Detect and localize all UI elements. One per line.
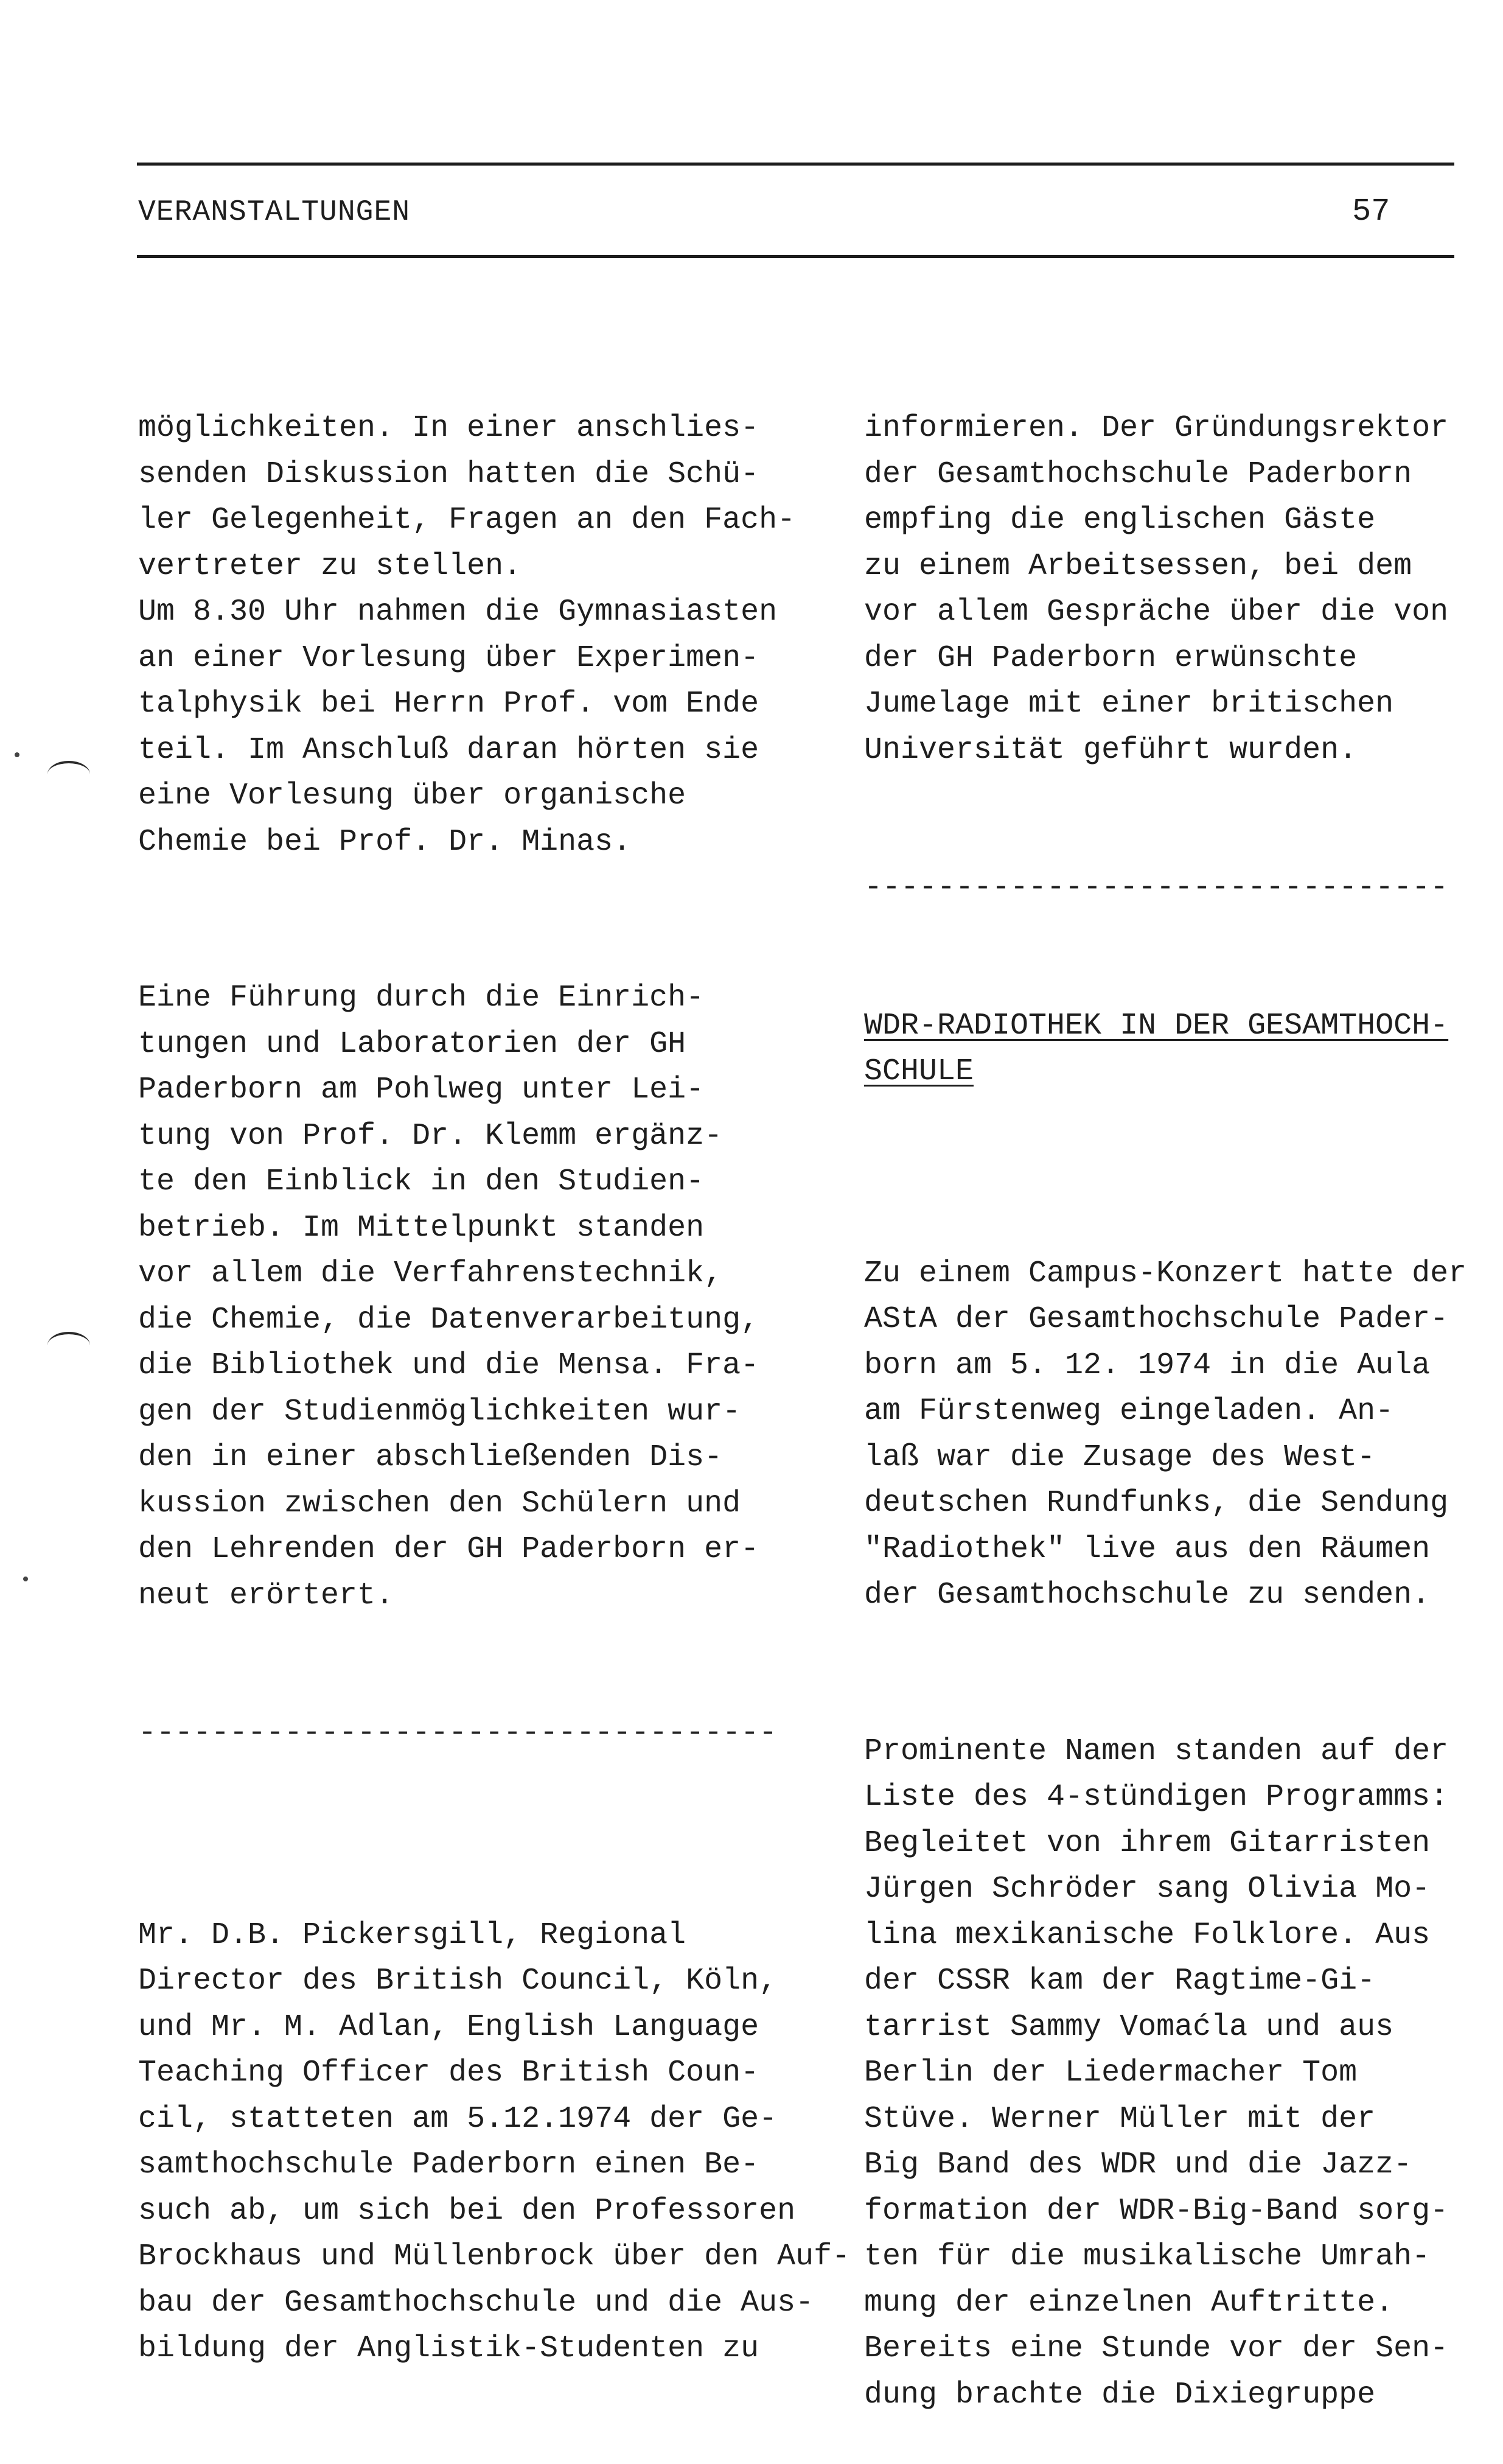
text-line: der Gesamthochschule zu senden.: [864, 1578, 1431, 1612]
text-line: Prominente Namen standen auf der: [864, 1734, 1449, 1769]
text-line: Begleitet von ihrem Gitarristen: [864, 1825, 1431, 1861]
text-line: eine Vorlesung über organische: [138, 779, 686, 813]
text-line: der Gesamthochschule Paderborn: [864, 457, 1412, 492]
right-column: [864, 313, 1497, 2464]
text-line: Stüve. Werner Müller mit der: [864, 2101, 1376, 2137]
text-line: vor allem Gespräche über die von: [864, 595, 1449, 629]
text-line: SCHULE: [864, 1054, 974, 1089]
text-line: senden Diskussion hatten die Schü-: [138, 457, 759, 492]
hole-punch-mark: [47, 1332, 90, 1359]
text-line: vor allem die Verfahrenstechnik,: [138, 1256, 723, 1291]
text-line: informieren. Der Gründungsrektor: [864, 411, 1449, 446]
text-line: empfing die englischen Gäste: [864, 503, 1376, 537]
text-line: kussion zwischen den Schülern und: [138, 1486, 741, 1521]
text-line: laß war die Zusage des West-: [864, 1440, 1376, 1475]
text-line: Eine Führung durch die Einrich-: [138, 981, 705, 1015]
text-line: ten für die musikalische Umrah-: [864, 2239, 1431, 2274]
text-line: tungen und Laboratorien der GH: [138, 1026, 686, 1062]
scan-speck: [23, 1577, 28, 1581]
text-line: zu einem Arbeitsessen, bei dem: [864, 548, 1412, 584]
paragraph-studienmoeglichkeiten: [138, 405, 856, 865]
paragraph-fuehrung: [138, 975, 856, 1619]
text-line: am Fürstenweg eingeladen. An-: [864, 1394, 1394, 1429]
text-line: te den Einblick in den Studien-: [138, 1164, 705, 1199]
text-line: Um 8.30 Uhr nahmen die Gymnasiasten: [138, 595, 778, 629]
text-line: bildung der Anglistik-Studenten zu: [138, 2331, 759, 2366]
text-line: tung von Prof. Dr. Klemm ergänz-: [138, 1118, 723, 1153]
article-heading: [864, 1003, 1497, 1095]
text-line: WDR-RADIOTHEK IN DER GESAMTHOCH-: [864, 1008, 1449, 1043]
text-line: Bereits eine Stunde vor der Sen-: [864, 2331, 1449, 2366]
text-line: samthochschule Paderborn einen Be-: [138, 2147, 759, 2182]
header-bottom-rule: [137, 255, 1454, 258]
text-line: der CSSR kam der Ragtime-Gi-: [864, 1964, 1376, 1998]
text-line: formation der WDR-Big-Band sorg-: [864, 2193, 1449, 2228]
text-line: "Radiothek" live aus den Räumen: [864, 1531, 1431, 1567]
text-line: Zu einem Campus-Konzert hatte der: [864, 1256, 1467, 1291]
text-line: Big Band des WDR und die Jazz-: [864, 2147, 1412, 2182]
paragraph-programm: [864, 1729, 1497, 2418]
text-line: ler Gelegenheit, Fragen an den Fach-: [138, 503, 796, 537]
text-line: Liste des 4-stündigen Programms:: [864, 1780, 1449, 1815]
text-line: möglichkeiten. In einer anschlies-: [138, 411, 759, 446]
text-line: talphysik bei Herrn Prof. vom Ende: [138, 687, 759, 721]
hole-punch-mark: [47, 761, 90, 788]
text-line: der GH Paderborn erwünschte: [864, 640, 1358, 676]
text-line: gen der Studienmöglichkeiten wur-: [138, 1394, 741, 1429]
section-separator: -----------------------------------: [138, 1716, 778, 1751]
paragraph-campus-konzert: [864, 1251, 1497, 1619]
text-line: bau der Gesamthochschule und die Aus-: [138, 2285, 814, 2320]
text-line: den in einer abschließenden Dis-: [138, 1440, 723, 1475]
text-line: Jumelage mit einer britischen: [864, 687, 1394, 721]
text-line: neut erörtert.: [138, 1578, 394, 1613]
text-line: Teaching Officer des British Coun-: [138, 2056, 759, 2090]
text-line: tarrist Sammy Vomaćla und aus: [864, 2009, 1394, 2045]
text-line: die Chemie, die Datenverarbeitung,: [138, 1302, 759, 1337]
page-number: 57: [1352, 194, 1390, 229]
header-top-rule: [137, 163, 1454, 166]
text-line: vertreter zu stellen.: [138, 548, 522, 584]
text-line: und Mr. M. Adlan, English Language: [138, 2009, 759, 2045]
text-line: mung der einzelnen Auftritte.: [864, 2285, 1394, 2320]
running-head: VERANSTALTUNGEN: [138, 196, 411, 229]
text-line: an einer Vorlesung über Experimen-: [138, 640, 759, 676]
text-line: born am 5. 12. 1974 in die Aula: [864, 1348, 1431, 1383]
text-line: deutschen Rundfunks, die Sendung: [864, 1486, 1449, 1521]
text-line: cil, statteten am 5.12.1974 der Ge-: [138, 2101, 778, 2137]
text-line: Mr. D.B. Pickersgill, Regional: [138, 1917, 686, 1953]
text-line: Director des British Council, Köln,: [138, 1964, 778, 1998]
paragraph-gruendungsrektor: [864, 405, 1497, 773]
text-line: Jürgen Schröder sang Olivia Mo-: [864, 1872, 1431, 1906]
text-line: den Lehrenden der GH Paderborn er-: [138, 1532, 759, 1567]
scan-speck: [15, 752, 19, 757]
text-line: teil. Im Anschluß daran hörten sie: [138, 732, 759, 768]
text-line: die Bibliothek und die Mensa. Fra-: [138, 1348, 759, 1383]
text-line: Paderborn am Pohlweg unter Lei-: [138, 1073, 705, 1107]
text-line: betrieb. Im Mittelpunkt standen: [138, 1210, 705, 1245]
text-line: Brockhaus und Müllenbrock über den Auf-: [138, 2239, 851, 2274]
paragraph-british-council: [138, 1913, 856, 2372]
section-separator: --------------------------------: [864, 870, 1449, 905]
text-line: Berlin der Liedermacher Tom: [864, 2056, 1358, 2090]
text-line: such ab, um sich bei den Professoren: [138, 2193, 796, 2228]
text-line: Chemie bei Prof. Dr. Minas.: [138, 824, 632, 859]
text-line: lina mexikanische Folklore. Aus: [864, 1917, 1431, 1953]
text-line: dung brachte die Dixiegruppe: [864, 2377, 1376, 2412]
left-column: [138, 313, 856, 2418]
text-line: Universität geführt wurden.: [864, 732, 1358, 768]
text-line: AStA der Gesamthochschule Pader-: [864, 1302, 1449, 1337]
